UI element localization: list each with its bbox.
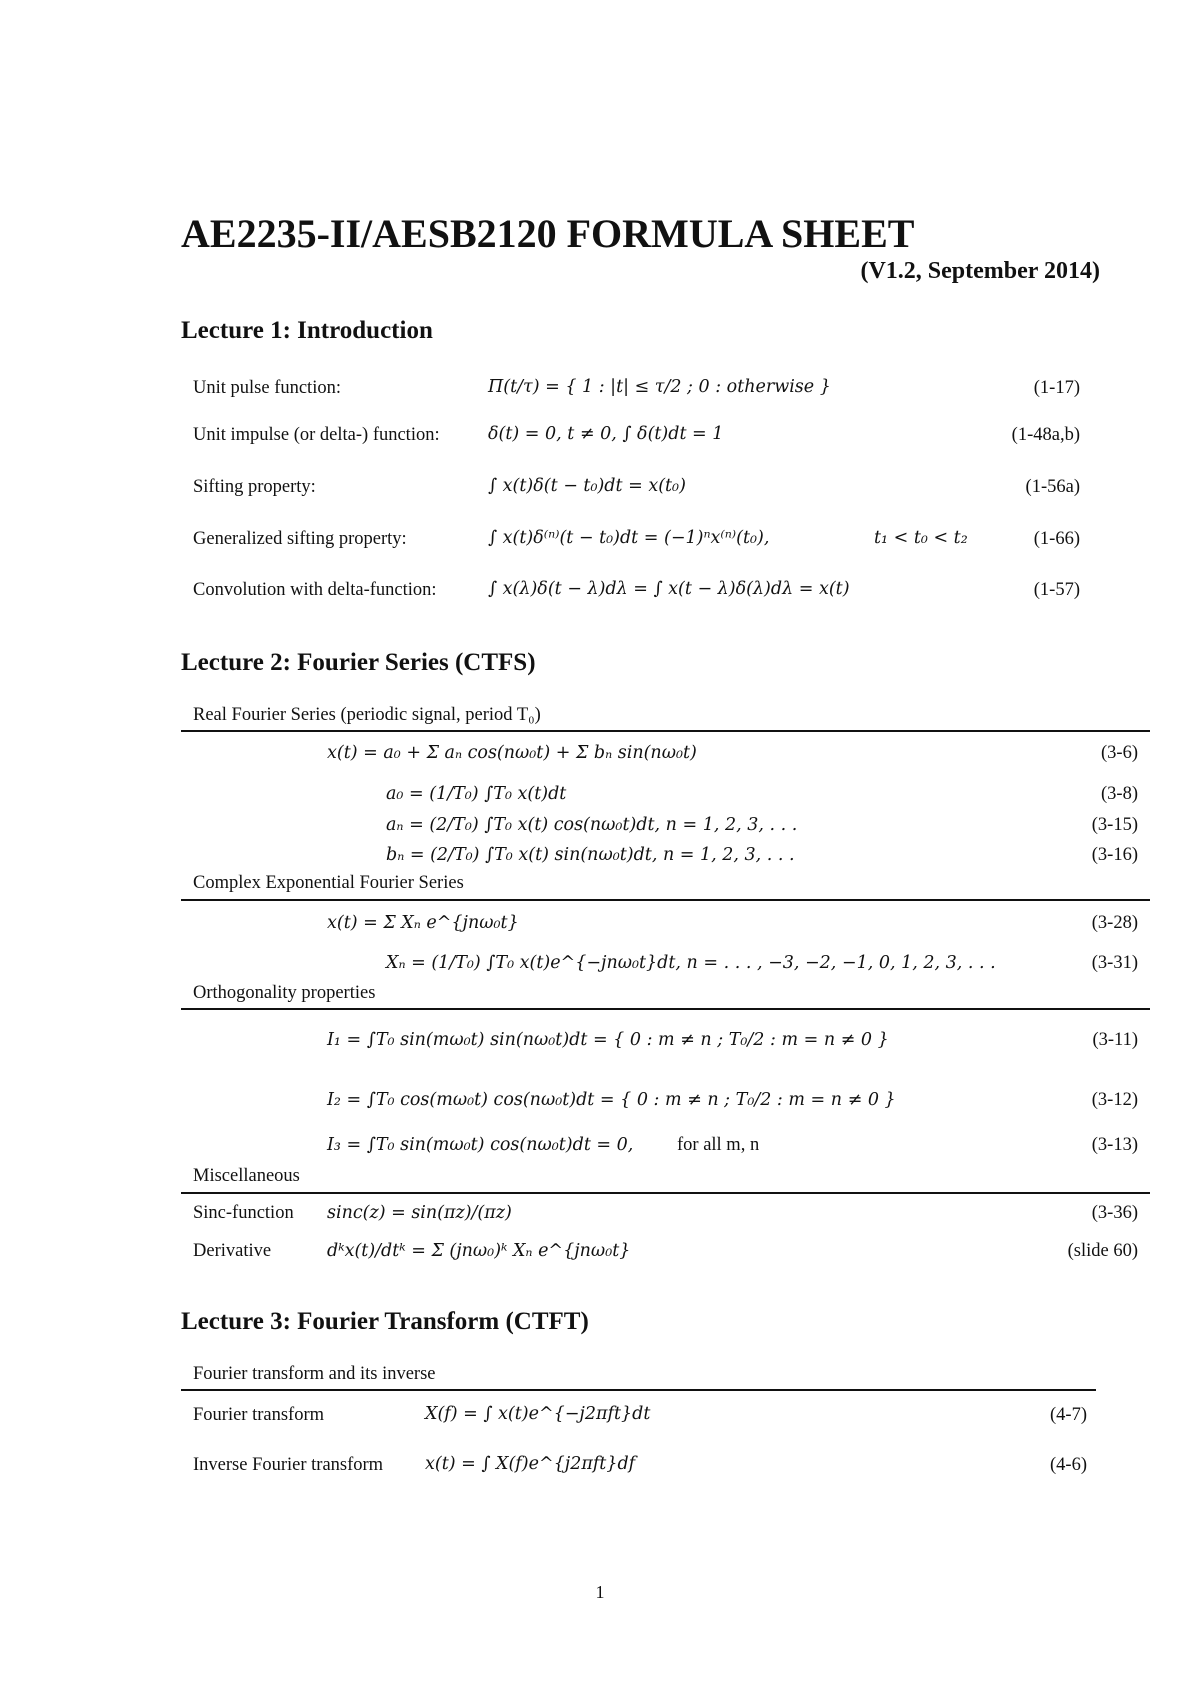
formula: I₁ = ∫T₀ sin(mω₀t) sin(nω₀t)dt = { 0 : m ≠ n ; T₀/2 : m = n ≠ 0 }	[327, 1030, 889, 1050]
formula: a₀ = (1/T₀) ∫T₀ x(t)dt	[386, 784, 567, 804]
formula-condition: for all m, n	[677, 1135, 760, 1155]
formula: x(t) = Σ Xₙ e^{jnω₀t}	[327, 913, 519, 933]
formula: x(t) = ∫ X(f)e^{j2πft}df	[425, 1454, 636, 1474]
lecture3-row-label: Fourier transform	[193, 1405, 325, 1425]
formula: I₃ = ∫T₀ sin(mω₀t) cos(nω₀t)dt = 0,	[327, 1135, 634, 1155]
lecture1-row-label: Unit pulse function:	[193, 378, 341, 398]
equation-number: (3-12)	[1091, 1090, 1138, 1110]
equation-number: (1-48a,b)	[1011, 425, 1080, 445]
lecture1-row-label: Sifting property:	[193, 477, 316, 497]
misc-label: Sinc-function	[193, 1203, 294, 1223]
section-rule	[181, 899, 1150, 901]
formula: x(t) = a₀ + Σ aₙ cos(nω₀t) + Σ bₙ sin(nω₀t)	[327, 743, 697, 763]
lecture1-row-formula: ∫ x(λ)δ(t − λ)dλ = ∫ x(t − λ)δ(λ)dλ = x(t)	[488, 579, 850, 599]
section-title: Miscellaneous	[193, 1166, 300, 1186]
lecture1-row-formula: Π(t/τ) = { 1 : |t| ≤ τ/2 ; 0 : otherwise }	[488, 377, 831, 397]
page-number: 1	[595, 1582, 605, 1602]
equation-number: (3-28)	[1091, 913, 1138, 933]
equation-number: (3-6)	[1101, 743, 1138, 763]
lecture2-heading: Lecture 2: Fourier Series (CTFS)	[181, 649, 536, 676]
version-label: (V1.2, September 2014)	[860, 258, 1100, 284]
section-rule	[181, 1389, 1096, 1391]
page-title: AE2235-II/AESB2120 FORMULA SHEET	[181, 211, 915, 256]
formula: Xₙ = (1/T₀) ∫T₀ x(t)e^{−jnω₀t}dt, n = . . . , −3, −2, −1, 0, 1, 2, 3, . . .	[386, 953, 996, 973]
equation-number: (1-66)	[1033, 529, 1080, 549]
lecture1-row-formula: ∫ x(t)δ(t − t₀)dt = x(t₀)	[488, 476, 686, 496]
equation-number: (3-8)	[1101, 784, 1138, 804]
lecture1-row-label: Unit impulse (or delta-) function:	[193, 425, 440, 445]
equation-number: (3-13)	[1091, 1135, 1138, 1155]
section-title: Complex Exponential Fourier Series	[193, 873, 464, 893]
formula: X(f) = ∫ x(t)e^{−j2πft}dt	[425, 1404, 651, 1424]
lecture3-row-label: Inverse Fourier transform	[193, 1455, 384, 1475]
lecture1-heading: Lecture 1: Introduction	[181, 317, 433, 344]
equation-number: (4-7)	[1050, 1405, 1087, 1425]
equation-number: (3-15)	[1091, 815, 1138, 835]
lecture1-row-formula: ∫ x(t)δ⁽ⁿ⁾(t − t₀)dt = (−1)ⁿx⁽ⁿ⁾(t₀),	[488, 528, 770, 548]
lecture1-row-label: Generalized sifting property:	[193, 529, 407, 549]
lecture1-row-condition: t₁ < t₀ < t₂	[874, 528, 968, 548]
formula: sinc(z) = sin(πz)/(πz)	[327, 1203, 512, 1223]
lecture1-row-formula: δ(t) = 0, t ≠ 0, ∫ δ(t)dt = 1	[488, 424, 724, 444]
lecture1-row-label: Convolution with delta-function:	[193, 580, 437, 600]
equation-number: (4-6)	[1050, 1455, 1087, 1475]
equation-number: (3-16)	[1091, 845, 1138, 865]
equation-number: (1-17)	[1033, 378, 1080, 398]
equation-number: (3-11)	[1092, 1030, 1138, 1050]
equation-number: (1-56a)	[1025, 477, 1080, 497]
section-rule	[181, 730, 1150, 732]
section-title: Orthogonality properties	[193, 983, 376, 1003]
section-title: Real Fourier Series (periodic signal, period T₀)	[193, 705, 541, 725]
equation-number: (3-31)	[1091, 953, 1138, 973]
section-rule	[181, 1192, 1150, 1194]
lecture3-heading: Lecture 3: Fourier Transform (CTFT)	[181, 1308, 589, 1335]
formula: bₙ = (2/T₀) ∫T₀ x(t) sin(nω₀t)dt, n = 1, 2, 3, . . .	[386, 845, 795, 865]
formula: dᵏx(t)/dtᵏ = Σ (jnω₀)ᵏ Xₙ e^{jnω₀t}	[327, 1241, 631, 1261]
formula: aₙ = (2/T₀) ∫T₀ x(t) cos(nω₀t)dt, n = 1, 2, 3, . . .	[386, 815, 798, 835]
equation-number: (slide 60)	[1067, 1241, 1138, 1261]
formula: I₂ = ∫T₀ cos(mω₀t) cos(nω₀t)dt = { 0 : m ≠ n ; T₀/2 : m = n ≠ 0 }	[327, 1090, 896, 1110]
misc-label: Derivative	[193, 1241, 272, 1261]
section-rule	[181, 1008, 1150, 1010]
equation-number: (3-36)	[1091, 1203, 1138, 1223]
equation-number: (1-57)	[1033, 580, 1080, 600]
section-title: Fourier transform and its inverse	[193, 1364, 436, 1384]
